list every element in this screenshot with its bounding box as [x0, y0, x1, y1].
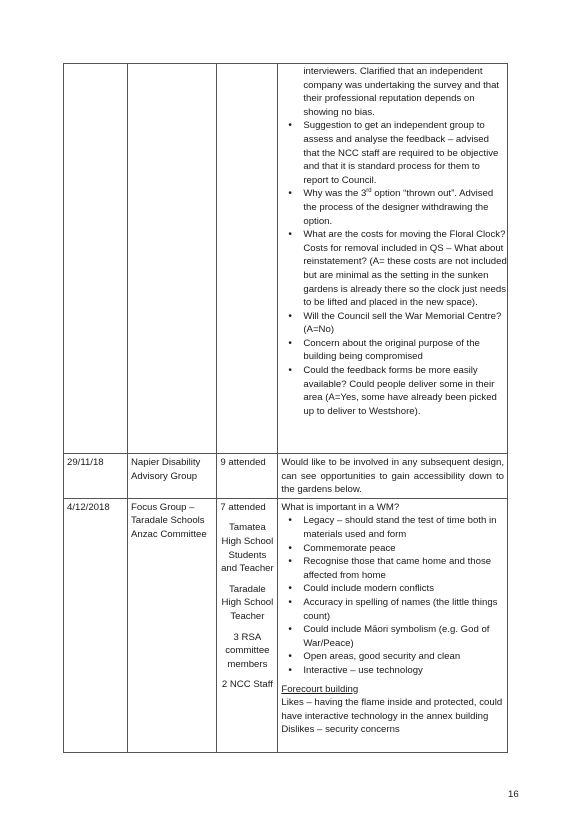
list-item: [278, 187, 507, 228]
list-item: • Could include modern conflicts: [278, 582, 501, 596]
group-text: Napier Disability Advisory Group: [131, 457, 201, 482]
list-item: • What are the costs for moving the Floral Clock? Costs for removal included in QS – What about reinstatement? (A= these costs are not included but are minimal as the setting in the sunken gardens is already there so the clock just needs to be lifted and placed in the new space).: [278, 228, 507, 310]
attendee-group: 3 RSA committee members: [225, 631, 270, 670]
superscript: rd: [366, 188, 372, 195]
attendee-group: 2 NCC Staff: [221, 679, 273, 691]
list-item: interviewers. Clarified that an independent company was undertaking the survey and that their professional reputation depends on showing no bias.: [303, 66, 500, 118]
list-item: • Interactive – use technology: [278, 664, 501, 678]
list-item: • Open areas, good security and clean: [278, 650, 501, 664]
attendee-group: Taradale High School Teacher: [221, 583, 274, 622]
notes-cell: [278, 64, 508, 454]
list-item: • Commemorate peace: [278, 542, 501, 556]
date-cell: [64, 498, 128, 752]
notes-heading: What is important in a WM?: [281, 501, 400, 513]
list-item: • Legacy – should stand the test of time both in materials used and form: [278, 514, 501, 541]
attendance-text: 7 attended: [220, 501, 266, 513]
list-item-text-post: option “thrown out”. Advised the process of the designer withdrawing the option.: [303, 188, 494, 227]
list-item: • Accuracy in spelling of names (the little things count): [278, 596, 501, 623]
table-row: [64, 64, 508, 454]
likes-text: Likes – having the flame inside and protected, could have interactive technology in the annex building: [281, 697, 503, 722]
list-item: • Could the feedback forms be more easily available? Could people deliver some in their area (A=Yes, some have already been picked up to deliver to Westshore).: [278, 364, 507, 418]
notes-cell: [278, 454, 508, 499]
forecourt-heading: Forecourt building: [281, 683, 359, 695]
attendance-cell: [217, 64, 278, 454]
notes-bullet-list: [278, 64, 507, 418]
group-text: Focus Group – Taradale Schools Anzac Committee: [131, 501, 207, 540]
attendance-cell: [217, 498, 278, 752]
list-item: • Could include Māori symbolism (e.g. God of War/Peace): [278, 623, 501, 650]
group-cell: [128, 64, 217, 454]
date-text: 29/11/18: [67, 457, 104, 468]
list-item: • Will the Council sell the War Memorial Centre? (A=No): [278, 310, 507, 337]
notes-text: Would like to be involved in any subsequent design, can see opportunities to gain accessibility down to the gardens below.: [281, 457, 504, 496]
date-cell: [64, 454, 128, 499]
attendee-group: Tamatea High School Students and Teacher: [221, 522, 274, 575]
table-row: [64, 454, 508, 499]
table-row: [64, 498, 508, 752]
attendance-cell: [217, 454, 278, 499]
list-item-text-pre: Why was the 3: [303, 188, 367, 200]
page-number: 16: [508, 789, 519, 800]
date-text: 4/12/2018: [67, 501, 110, 513]
list-item: • Recognise those that came home and those affected from home: [278, 555, 501, 582]
date-cell: [64, 64, 128, 454]
list-item: • Suggestion to get an independent group to assess and analyse the feedback – advised that the NCC staff are required to be objective and that it is standard process for them to report to Council.: [278, 119, 507, 187]
dislikes-text: Dislikes – security concerns: [281, 724, 400, 736]
notes-bullet-list: [278, 514, 507, 677]
group-cell: [128, 454, 217, 499]
list-item: • Concern about the original purpose of the building being compromised: [278, 337, 507, 364]
group-cell: [128, 498, 217, 752]
notes-cell: [278, 498, 508, 752]
attendance-text: 9 attended: [220, 457, 266, 468]
consultation-table: [63, 63, 508, 753]
